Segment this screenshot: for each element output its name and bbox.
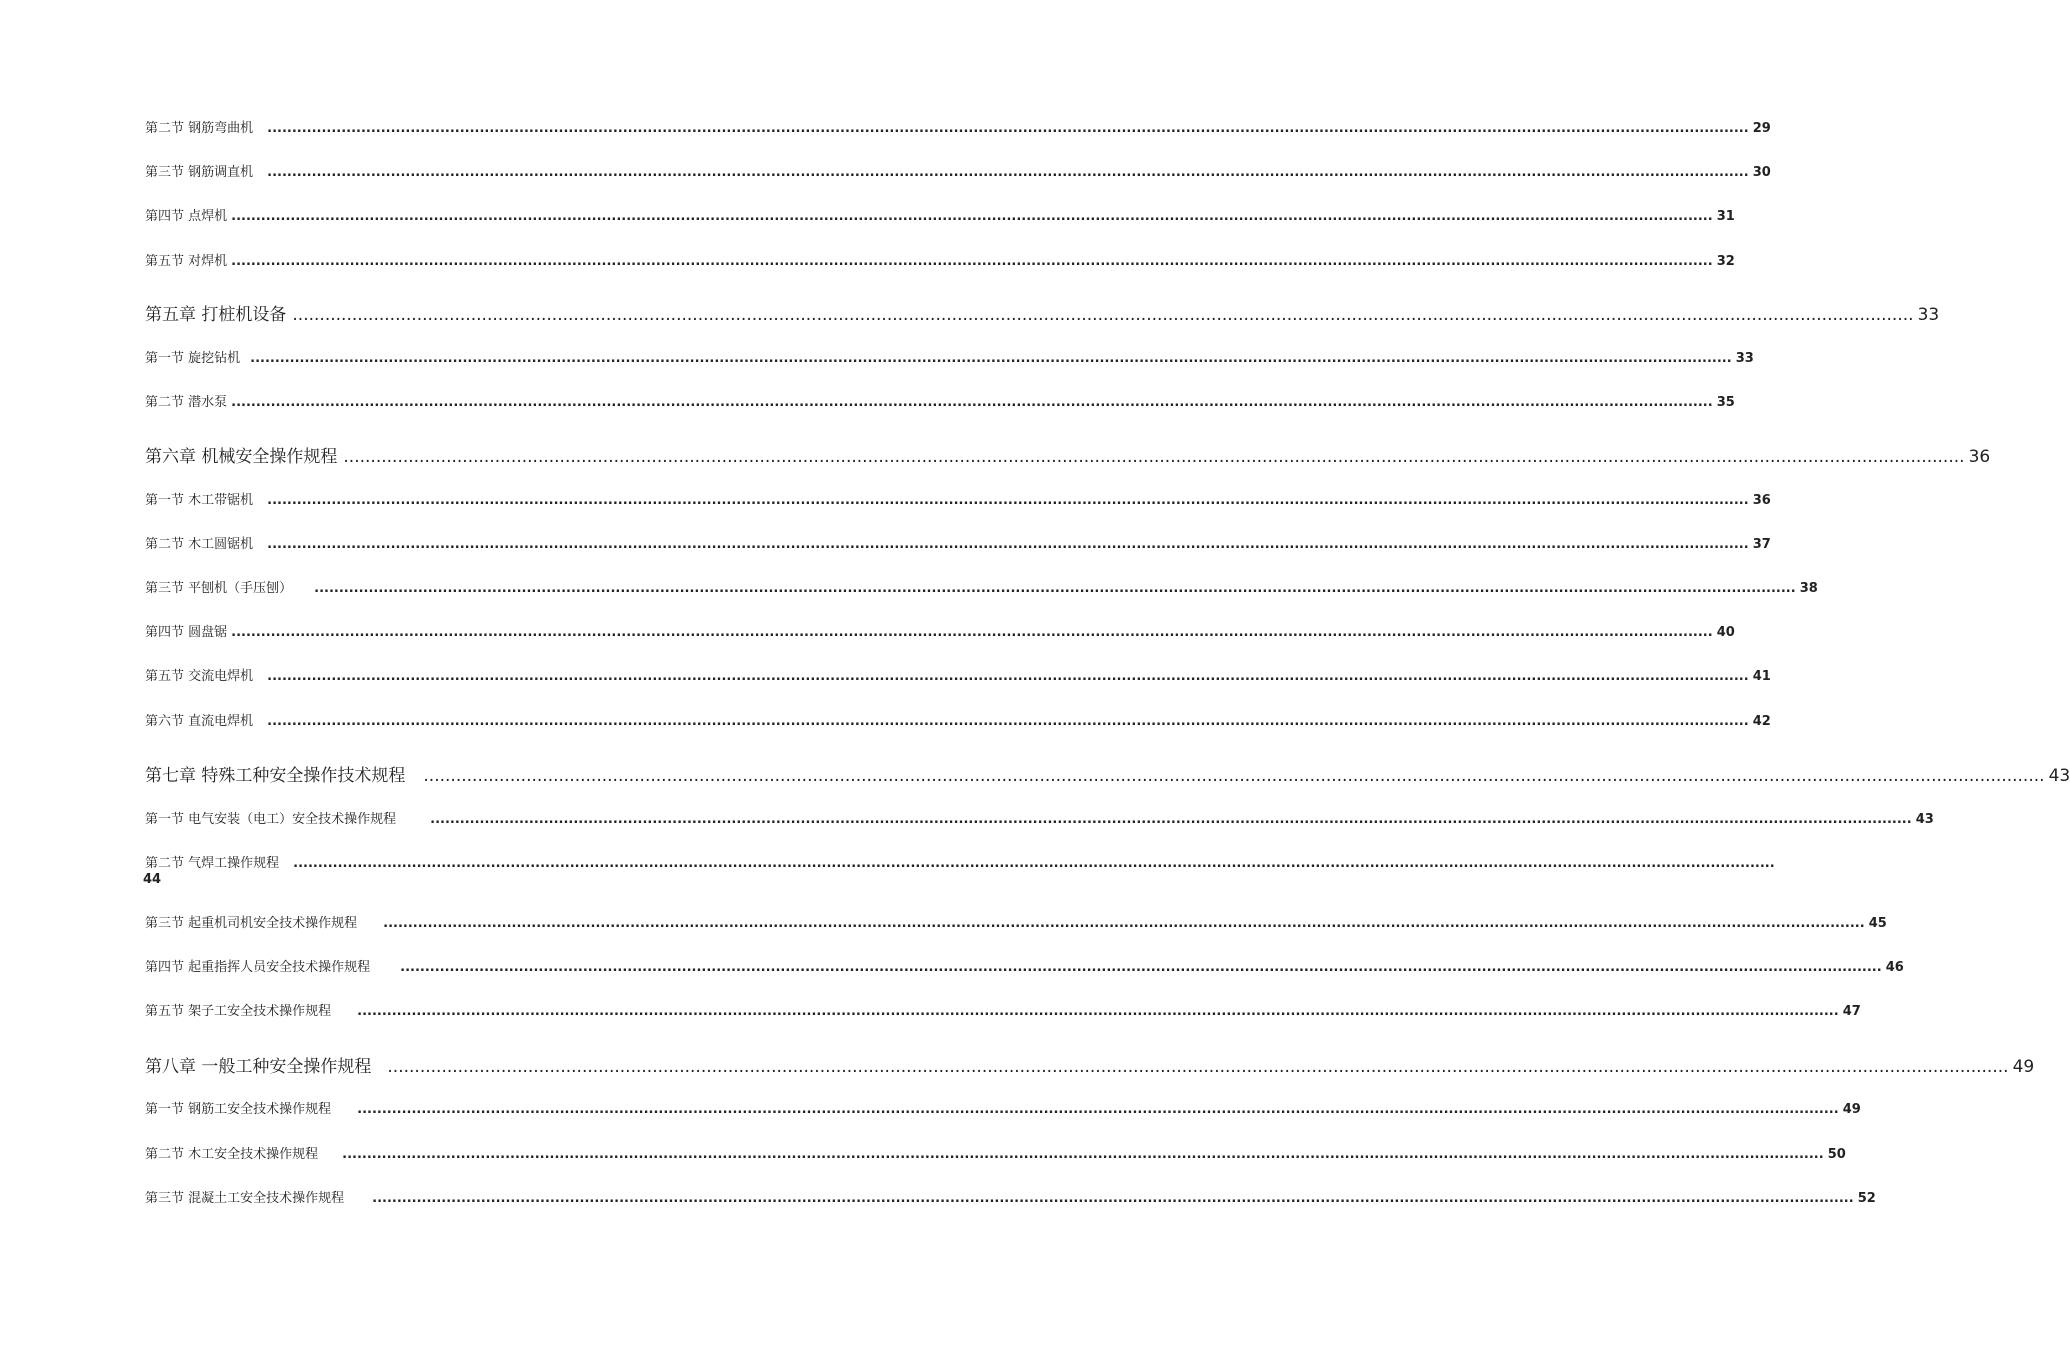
toc-entry-label: 第三节 钢筋调直机 (145, 165, 254, 180)
toc-leader-dots: ............................................................................................................................................................................................................................................................................................................ (267, 121, 1749, 136)
toc-entry-section[interactable] (145, 811, 1934, 829)
toc-entry-label: 第五节 对焊机 (145, 254, 228, 269)
toc-entry-section[interactable] (145, 164, 1771, 182)
toc-leader-dots: ............................................................................................................................................................................................................................................................................................................ (293, 856, 1775, 871)
toc-entry-chapter[interactable] (145, 1054, 2035, 1080)
toc-entry-label: 第五章 打桩机设备 (145, 305, 287, 325)
toc-leader-dots: ............................................................................................................................................................................................................................................................................................................ (231, 254, 1713, 269)
toc-entry-label: 第一节 木工带锯机 (145, 493, 254, 508)
toc-entry-label: 第二节 钢筋弯曲机 (145, 121, 254, 136)
toc-entry-label: 第五节 架子工安全技术操作规程 (145, 1004, 332, 1019)
toc-entry-page: 43 (2048, 766, 2070, 786)
toc-entry-page: 38 (1799, 581, 1818, 596)
toc-entry-chapter[interactable] (145, 444, 1991, 470)
toc-leader-dots: ............................................................................................................................................................................................................................................................................................................ (387, 1057, 2009, 1077)
toc-entry-section[interactable] (145, 536, 1771, 554)
toc-entry-label: 第一节 钢筋工安全技术操作规程 (145, 1102, 332, 1117)
toc-leader-dots: ............................................................................................................................................................................................................................................................................................................ (357, 1102, 1839, 1117)
toc-entry-page: 47 (1842, 1004, 1861, 1019)
toc-entry-label: 第二节 潜水泵 (145, 395, 228, 410)
toc-entry-section[interactable] (145, 855, 1775, 873)
toc-leader-dots: ............................................................................................................................................................................................................................................................................................................ (383, 916, 1865, 931)
toc-entry-section[interactable] (145, 959, 1904, 977)
toc-leader-dots: ............................................................................................................................................................................................................................................................................................................ (267, 714, 1749, 729)
toc-entry-chapter[interactable] (145, 302, 1940, 328)
toc-entry-section[interactable] (145, 915, 1887, 933)
toc-entry-page: 33 (1917, 305, 1940, 325)
toc-entry-page: 41 (1752, 669, 1771, 684)
toc-entry-section[interactable] (145, 1190, 1876, 1208)
toc-entry-page: 49 (2012, 1057, 2035, 1077)
toc-entry-section[interactable] (145, 1146, 1846, 1164)
toc-leader-dots: ............................................................................................................................................................................................................................................................................................................ (231, 395, 1713, 410)
toc-entry-label: 第七章 特殊工种安全操作技术规程 (145, 766, 406, 786)
toc-entry-label: 第二节 木工圆锯机 (145, 537, 254, 552)
toc-leader-dots: ............................................................................................................................................................................................................................................................................................................ (357, 1004, 1839, 1019)
toc-entry-page: 35 (1716, 395, 1735, 410)
toc-entry-section[interactable] (145, 1003, 1861, 1021)
toc-entry-label: 第二节 木工安全技术操作规程 (145, 1147, 319, 1162)
toc-entry-page: 29 (1752, 121, 1771, 136)
toc-entry-section[interactable] (145, 394, 1735, 412)
toc-leader-dots: ............................................................................................................................................................................................................................................................................................................ (423, 766, 2045, 786)
toc-entry-page: 32 (1716, 254, 1735, 269)
toc-entry-page: 31 (1716, 209, 1735, 224)
toc-entry-page: 50 (1827, 1147, 1846, 1162)
toc-leader-dots: ............................................................................................................................................................................................................................................................................................................ (267, 537, 1749, 552)
toc-entry-section[interactable] (145, 713, 1771, 731)
toc-leader-dots: ............................................................................................................................................................................................................................................................................................................ (343, 447, 1965, 467)
toc-entry-section[interactable] (145, 350, 1754, 368)
toc-leader-dots: ............................................................................................................................................................................................................................................................................................................ (400, 960, 1882, 975)
toc-entry-section[interactable] (145, 208, 1735, 226)
toc-entry-label: 第四节 点焊机 (145, 209, 228, 224)
toc-entry-page: 30 (1752, 165, 1771, 180)
toc-leader-dots: ............................................................................................................................................................................................................................................................................................................ (267, 165, 1749, 180)
toc-entry-section[interactable] (145, 580, 1818, 598)
toc-entry-label: 第三节 平刨机（手压刨） (145, 581, 293, 596)
toc-entry-section[interactable] (145, 253, 1735, 271)
toc-entry-page: 52 (1857, 1191, 1876, 1206)
toc-leader-dots: ............................................................................................................................................................................................................................................................................................................ (314, 581, 1796, 596)
toc-leader-dots: ............................................................................................................................................................................................................................................................................................................ (342, 1147, 1824, 1162)
toc-entry-chapter[interactable] (145, 763, 2070, 789)
toc-entry-label: 第一节 电气安装（电工）安全技术操作规程 (145, 812, 397, 827)
toc-entry-label: 第四节 起重指挥人员安全技术操作规程 (145, 960, 371, 975)
toc-entry-page: 45 (1868, 916, 1887, 931)
toc-entry-section[interactable] (145, 668, 1771, 686)
toc-entry-page-wrapped: 44 (143, 872, 162, 887)
toc-leader-dots: ............................................................................................................................................................................................................................................................................................................ (267, 669, 1749, 684)
toc-leader-dots: ............................................................................................................................................................................................................................................................................................................ (430, 812, 1912, 827)
toc-leader-dots: ............................................................................................................................................................................................................................................................................................................ (231, 625, 1713, 640)
toc-entry-page: 37 (1752, 537, 1771, 552)
toc-entry-page: 33 (1735, 351, 1754, 366)
toc-entry-section[interactable] (145, 1101, 1861, 1119)
toc-entry-label: 第二节 气焊工操作规程 (145, 856, 280, 871)
toc-entry-label: 第三节 起重机司机安全技术操作规程 (145, 916, 358, 931)
toc-entry-label: 第一节 旋挖钻机 (145, 351, 241, 366)
toc-entry-label: 第六节 直流电焊机 (145, 714, 254, 729)
toc-entry-label: 第六章 机械安全操作规程 (145, 447, 338, 467)
toc-entry-label: 第五节 交流电焊机 (145, 669, 254, 684)
toc-entry-page: 46 (1885, 960, 1904, 975)
toc-entry-page: 36 (1968, 447, 1991, 467)
toc-leader-dots: ............................................................................................................................................................................................................................................................................................................ (267, 493, 1749, 508)
toc-entry-label: 第八章 一般工种安全操作规程 (145, 1057, 372, 1077)
toc-leader-dots: ............................................................................................................................................................................................................................................................................................................ (372, 1191, 1854, 1206)
toc-entry-label: 第三节 混凝土工安全技术操作规程 (145, 1191, 345, 1206)
toc-entry-section[interactable] (145, 492, 1771, 510)
toc-entry-page: 43 (1915, 812, 1934, 827)
toc-entry-label: 第四节 圆盘锯 (145, 625, 228, 640)
toc-entry-page: 36 (1752, 493, 1771, 508)
toc-entry-page: 49 (1842, 1102, 1861, 1117)
toc-entry-page: 40 (1716, 625, 1735, 640)
toc-entry-section[interactable] (145, 624, 1735, 642)
toc-leader-dots: ............................................................................................................................................................................................................................................................................................................ (231, 209, 1713, 224)
toc-entry-section[interactable] (145, 120, 1771, 138)
toc-leader-dots: ............................................................................................................................................................................................................................................................................................................ (292, 305, 1914, 325)
toc-leader-dots: ............................................................................................................................................................................................................................................................................................................ (250, 351, 1732, 366)
toc-entry-page: 42 (1752, 714, 1771, 729)
